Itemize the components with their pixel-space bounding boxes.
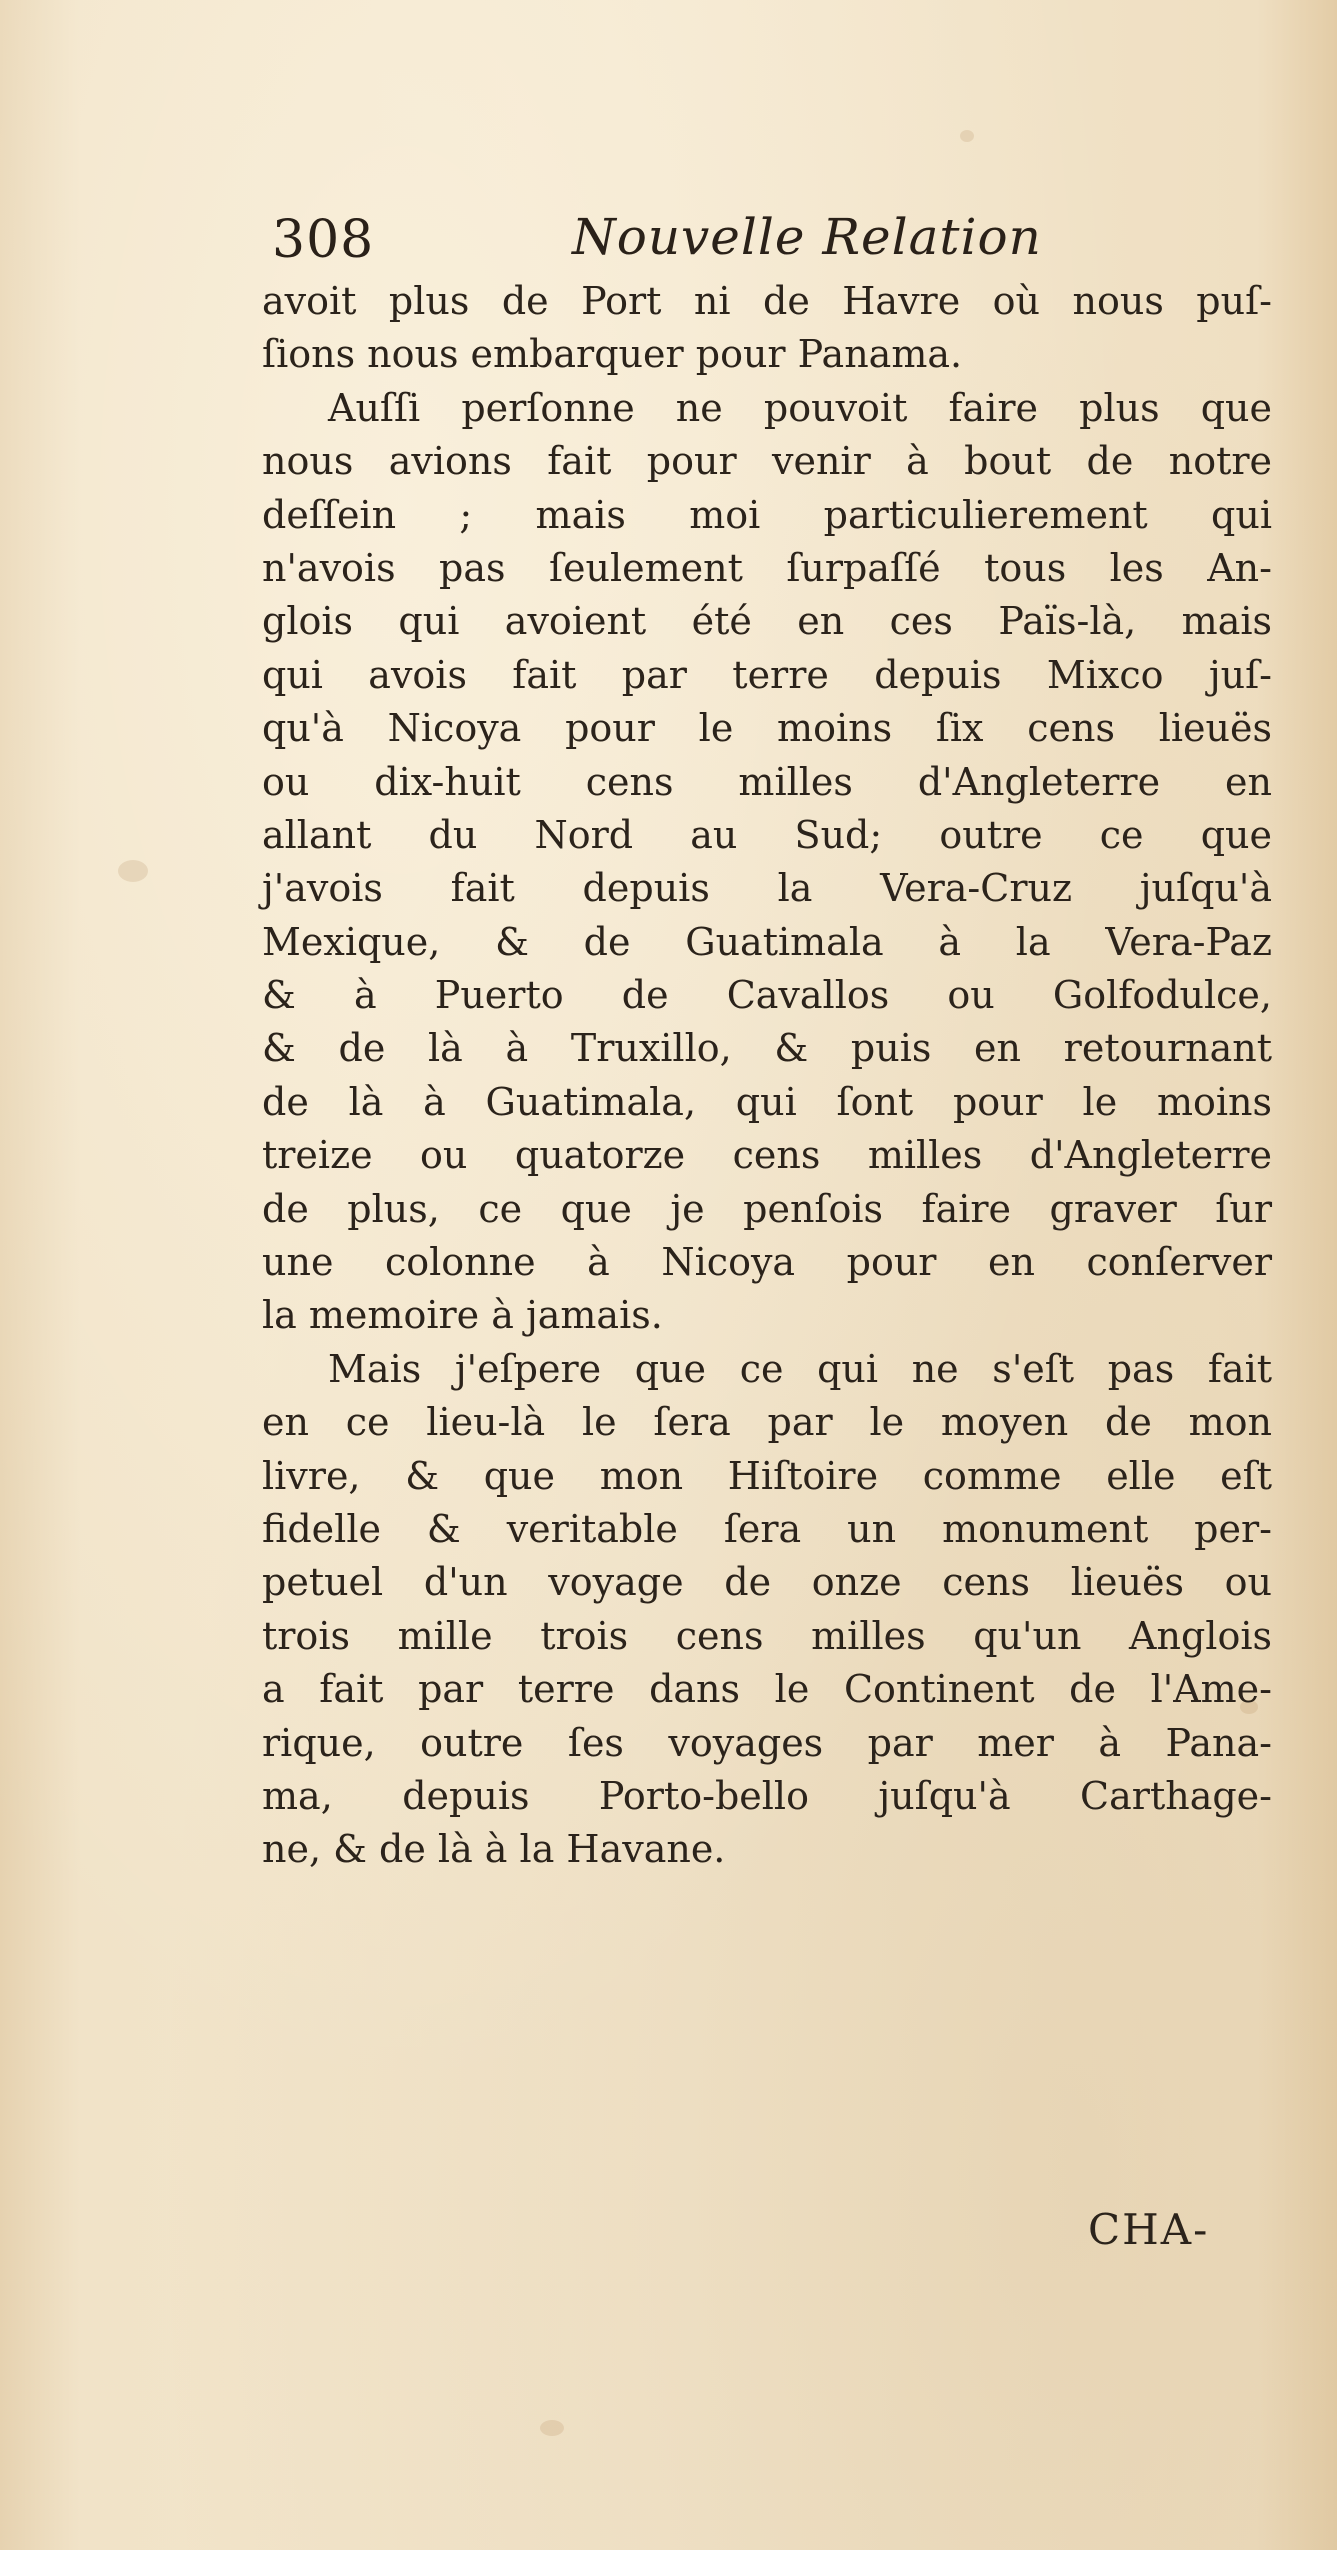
text-line: j'avois fait depuis la Vera-Cruz juſqu'à — [262, 866, 1272, 911]
text-line: qu'à Nicoya pour le moins ſix cens lieuës — [262, 706, 1272, 751]
paragraph — [262, 382, 1272, 1343]
text-line: & de là à Truxillo, & puis en retournant — [262, 1026, 1272, 1071]
text-line: & à Puerto de Cavallos ou Golfodulce, — [262, 973, 1272, 1018]
text-line: n'avois pas ſeulement ſurpaſſé tous les An- — [262, 545, 1272, 590]
text-line: rique, outre ſes voyages par mer à Pana- — [262, 1720, 1272, 1765]
page-header — [272, 200, 1062, 280]
paragraph — [262, 1343, 1272, 1877]
text-line: ſions nous embarquer pour Panama. — [262, 332, 963, 377]
text-line: de plus, ce que je penſois faire graver ſur — [262, 1186, 1272, 1231]
text-line: allant du Nord au Sud; outre ce que — [262, 812, 1272, 857]
catchword: CHA- — [1088, 2205, 1210, 2254]
text-line: qui avois fait par terre depuis Mixco juſ- — [262, 652, 1272, 697]
paper-stain — [540, 2420, 564, 2436]
text-line: petuel d'un voyage de onze cens lieuës ou — [262, 1560, 1272, 1605]
text-line: a fait par terre dans le Continent de l'Ame- — [262, 1667, 1272, 1712]
text-line: Mais j'eſpere que ce qui ne s'eſt pas fait — [328, 1346, 1272, 1391]
text-line: livre, & que mon Hiſtoire comme elle eſt — [262, 1453, 1272, 1498]
text-line: trois mille trois cens milles qu'un Anglois — [262, 1613, 1272, 1658]
paper-stain — [960, 130, 974, 142]
page-number: 308 — [272, 210, 375, 270]
text-line: ne, & de là à la Havane. — [262, 1827, 726, 1872]
text-line: une colonne à Nicoya pour en conſerver — [262, 1240, 1272, 1285]
text-line: de là à Guatimala, qui ſont pour le moins — [262, 1079, 1272, 1124]
body-text — [262, 275, 1272, 1877]
text-line: ou dix-huit cens milles d'Angleterre en — [262, 759, 1272, 804]
paragraph — [262, 275, 1272, 382]
text-line: Auſſi perſonne ne pouvoit faire plus que — [328, 385, 1272, 430]
text-line: ma, depuis Porto-bello juſqu'à Carthage- — [262, 1773, 1272, 1818]
text-line: treize ou quatorze cens milles d'Angleterre — [262, 1133, 1272, 1178]
text-line: Mexique, & de Guatimala à la Vera-Paz — [262, 919, 1272, 964]
text-line: deſſein ; mais moi particulierement qui — [262, 492, 1272, 537]
text-line: la memoire à jamais. — [262, 1293, 663, 1338]
text-line: en ce lieu-là le ſera par le moyen de mon — [262, 1400, 1272, 1445]
paper-stain — [118, 860, 148, 882]
text-line: fidelle & veritable ſera un monument per- — [262, 1506, 1272, 1551]
text-line: avoit plus de Port ni de Havre où nous puſ- — [262, 279, 1272, 323]
running-head: Nouvelle Relation — [572, 208, 1042, 266]
text-line: glois qui avoient été en ces Païs-là, mais — [262, 599, 1272, 644]
text-line: nous avions fait pour venir à bout de notre — [262, 439, 1272, 484]
